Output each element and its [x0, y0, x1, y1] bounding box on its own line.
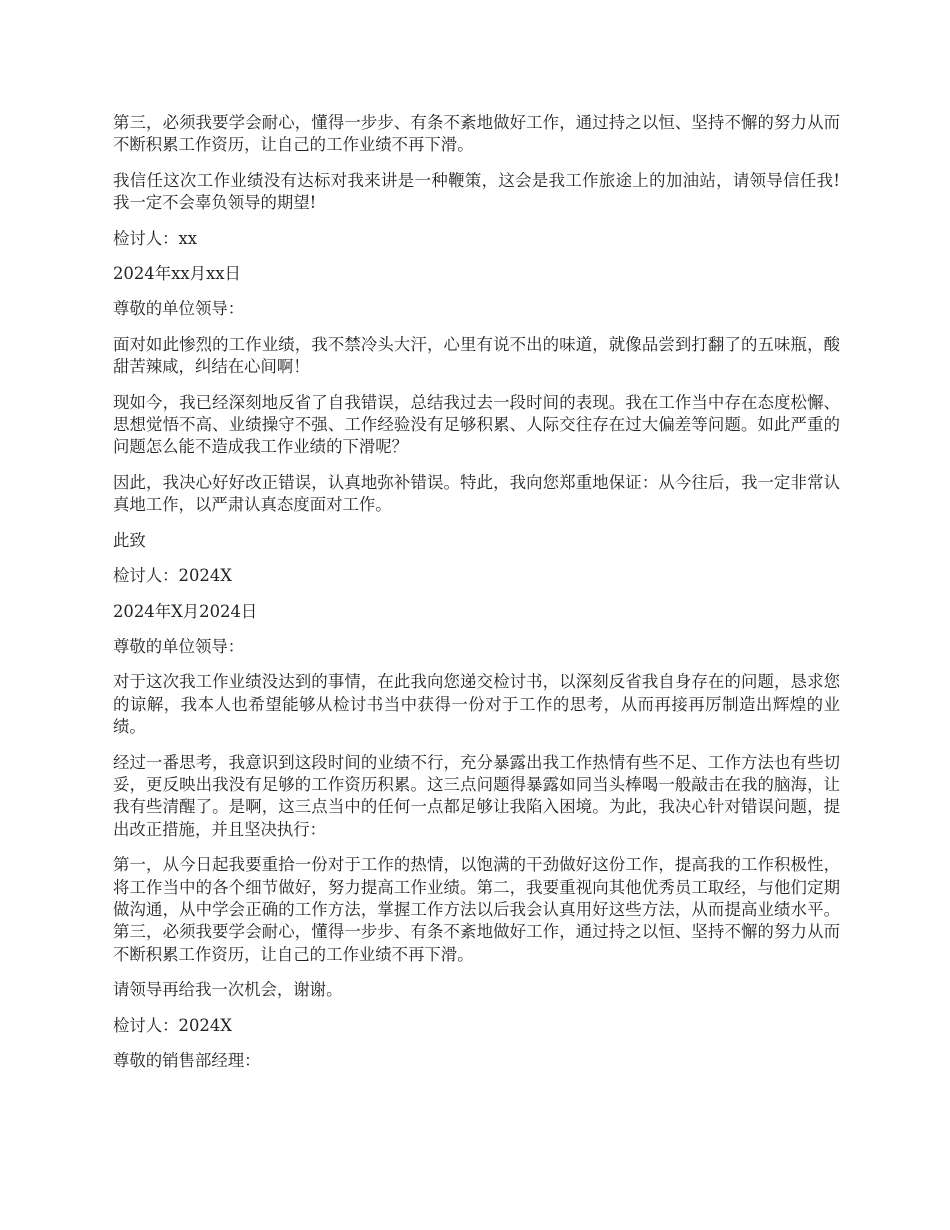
- paragraph: 第三，必须我要学会耐心，懂得一步步、有条不紊地做好工作，通过持之以恒、坚持不懈的努力从而不断积累工作资历，让自己的工作业绩不再下滑。: [113, 113, 840, 155]
- paragraph: 经过一番思考，我意识到这段时间的业绩不行，充分暴露出我工作热情有些不足、工作方法也有些切妥，更反映出我没有足够的工作资历积累。这三点问题得暴露如同当头棒喝一般敲击在我的脑海，让我有些清醒了。是啊，这三点当中的任何一点都足够让我陷入困境。为此，我决心针对错误问题，提出改正措施，并且坚决执行：: [113, 752, 840, 839]
- closing-line: 此致: [113, 530, 146, 550]
- salutation: 尊敬的销售部经理：: [113, 1051, 261, 1070]
- paragraph: 面对如此惨烈的工作业绩，我不禁冷头大汗，心里有说不出的味道，就像品尝到打翻了的五味瓶，酸甜苦辣咸，纠结在心间啊！: [113, 334, 840, 377]
- salutation: 尊敬的单位领导：: [113, 636, 245, 656]
- paragraph: 请领导再给我一次机会，谢谢。: [113, 980, 343, 1000]
- paragraph: 第一，从今日起我要重拾一份对于工作的热情，以饱满的干劲做好这份工作，提高我的工作积极性，将工作当中的各个细节做好，努力提高工作业绩。第二，我要重视向其他优秀员工取经，与他们定期做沟通，从中学会正确的工作方法，掌握工作方法以后我会认真用好这些方法，从而提高业绩水平。第三，必须我要学会耐心，懂得一步步、有条不紊地做好工作，通过持之以恒、坚持不懈的努力从而不断积累工作资历，让自己的工作业绩不再下滑。: [113, 855, 840, 964]
- document-body: [113, 112, 840, 1085]
- salutation: 尊敬的单位领导：: [113, 299, 245, 319]
- signature-line: 检讨人：xx: [113, 228, 198, 248]
- paragraph: 对于这次我工作业绩没达到的事情，在此我向您递交检讨书，以深刻反省我自身存在的问题，恳求您的谅解，我本人也希望能够从检讨书当中获得一份对于工作的思考，从而再接再厉制造出辉煌的业绩。: [113, 672, 840, 737]
- paragraph: 现如今，我已经深刻地反省了自我错误，总结我过去一段时间的表现。我在工作当中存在态度松懈、思想觉悟不高、业绩操守不强、工作经验没有足够积累、人际交往存在过大偏差等问题。如此严重的问题怎么能不造成我工作业绩的下滑呢？: [113, 392, 840, 457]
- paragraph: 因此，我决心好好改正错误，认真地弥补错误。特此，我向您郑重地保证：从今往后，我一定非常认真地工作，以严肃认真态度面对工作。: [113, 472, 840, 515]
- signature-line: 检讨人：2024X: [113, 566, 232, 586]
- signature-line: 检讨人：2024X: [113, 1015, 232, 1035]
- paragraph: 我信任这次工作业绩没有达标对我来讲是一种鞭策，这会是我工作旅途上的加油站，请领导信任我!我一定不会辜负领导的期望!: [113, 170, 840, 213]
- date-line: 2024年X月2024日: [113, 601, 258, 621]
- date-line: 2024年xx月xx日: [113, 264, 241, 284]
